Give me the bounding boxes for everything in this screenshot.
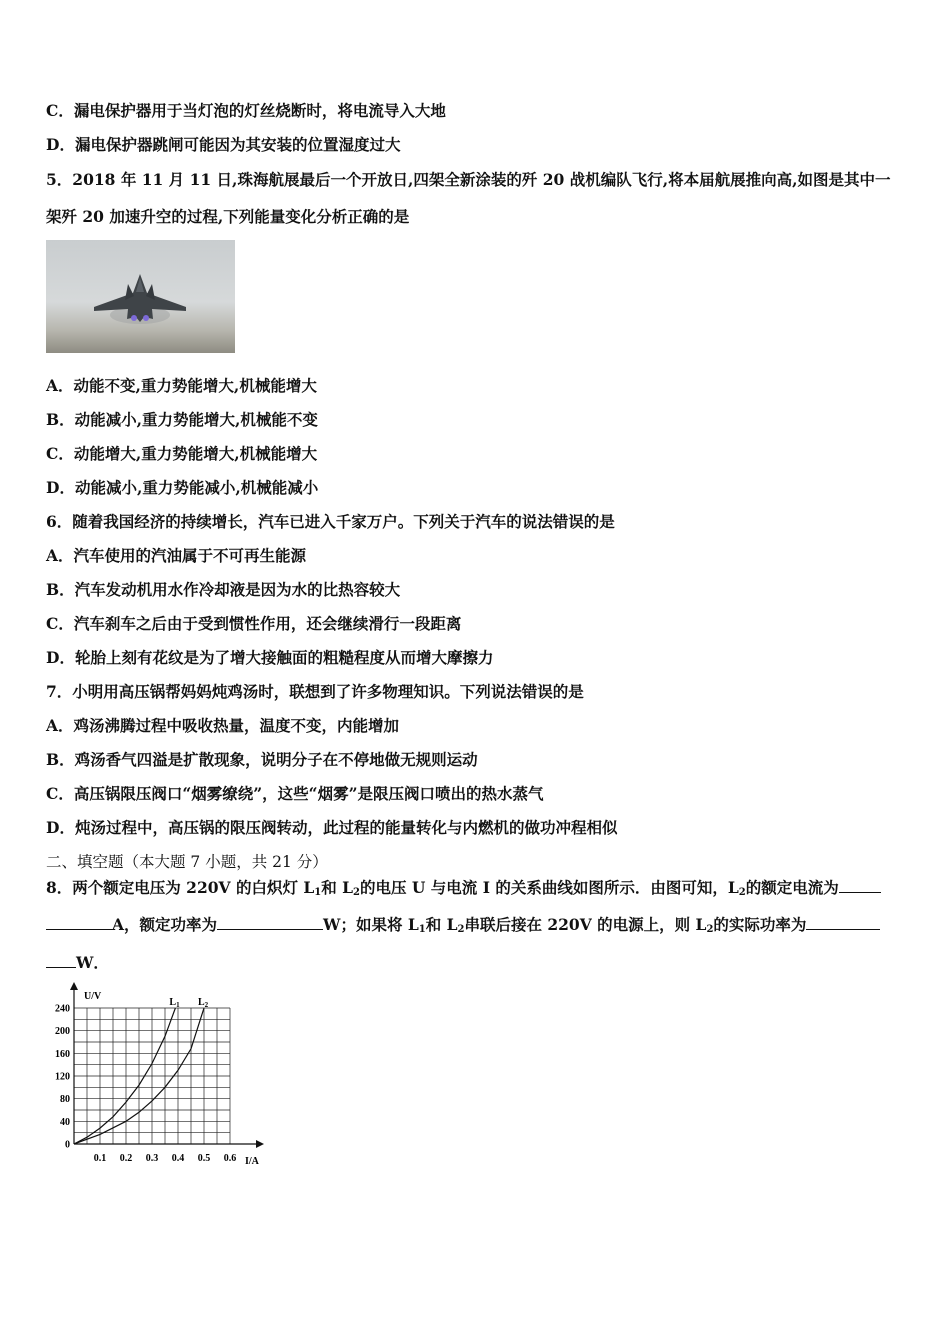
series-label-1: $L_1$ <box>169 997 180 1009</box>
q8-line-3: W． <box>46 951 904 975</box>
q7-option-d: D．炖汤过程中，高压锅的限压阀转动，此过程的能量转化与内燃机的做功冲程相似 <box>46 818 618 837</box>
y-tick-label: 0 <box>65 1139 70 1151</box>
y-axis-label: U/V <box>84 991 102 1002</box>
q5-option-a: A．动能不变,重力势能增大,机械能增大 <box>46 376 317 395</box>
q6-option-b: B．汽车发动机用水作冷却液是因为水的比热容较大 <box>46 580 401 599</box>
x-axis-label: I/A <box>245 1156 259 1167</box>
x-tick-label: 0.4 <box>171 1153 185 1164</box>
q5-option-c: C．动能增大,重力势能增大,机械能增大 <box>46 444 318 463</box>
q6-stem: 6．随着我国经济的持续增长，汽车已进入千家万户。下列关于汽车的说法错误的是 <box>46 512 615 531</box>
q7-stem: 7．小明用高压锅帮妈妈炖鸡汤时，联想到了许多物理知识。下列说法错误的是 <box>46 682 584 701</box>
x-tick-label: 0.2 <box>119 1153 133 1164</box>
y-tick-label: 240 <box>55 1003 70 1015</box>
x-tick-label: 0.3 <box>145 1153 159 1164</box>
chart-grid <box>74 1008 230 1144</box>
y-tick-label: 200 <box>55 1026 70 1038</box>
x-tick-label: 0.1 <box>93 1153 107 1164</box>
answer-blank-3a[interactable] <box>806 913 880 930</box>
x-tick-label: 0.5 <box>197 1153 211 1164</box>
y-tick-label: 80 <box>60 1094 70 1106</box>
y-tick-label: 160 <box>55 1048 70 1060</box>
answer-blank-1b[interactable] <box>46 913 112 930</box>
fighter-jet-photo <box>46 240 235 353</box>
q6-option-a: A．汽车使用的汽油属于不可再生能源 <box>46 546 307 565</box>
answer-blank-2[interactable] <box>217 913 323 930</box>
q7-option-c: C．高压锅限压阀口“烟雾缭绕”，这些“烟雾”是限压阀口喷出的热水蒸气 <box>46 784 544 803</box>
answer-blank-1a[interactable] <box>839 876 881 893</box>
q5-stem-line-1: 5．2018 年 11 月 11 日,珠海航展最后一个开放日,四架全新涂装的歼 20 战机编队飞行,将本届航展推向高,如图是其中一 <box>46 170 891 189</box>
q5-stem-line-2: 架歼 20 加速升空的过程,下列能量变化分析正确的是 <box>46 207 410 226</box>
y-tick-label: 120 <box>55 1071 70 1083</box>
series-label-2: $L_2$ <box>198 997 209 1009</box>
q8-line-1: 8．两个额定电压为 220V 的白炽灯 $L_1$和 $L_2$的电压 U 与电流 I 的关系曲线如图所示．由图可知，$L_2$的额定电流为 <box>46 876 904 905</box>
q6-option-c: C．汽车刹车之后由于受到惯性作用，还会继续滑行一段距离 <box>46 614 462 633</box>
q4-option-c: C．漏电保护器用于当灯泡的灯丝烧断时，将电流导入大地 <box>46 101 446 120</box>
q5-option-d: D．动能减小,重力势能减小,机械能减小 <box>46 478 319 497</box>
q6-option-d: D．轮胎上刻有花纹是为了增大接触面的粗糙程度从而增大摩擦力 <box>46 648 494 667</box>
u-i-chart <box>46 982 276 1172</box>
q7-option-b: B．鸡汤香气四溢是扩散现象，说明分子在不停地做无规则运动 <box>46 750 478 769</box>
q5-option-b: B．动能减小,重力势能增大,机械能不变 <box>46 410 318 429</box>
q7-option-a: A．鸡汤沸腾过程中吸收热量，温度不变，内能增加 <box>46 716 400 735</box>
section-2-heading: 二、填空题（本大题 7 小题，共 21 分） <box>46 853 328 871</box>
x-tick-label: 0.6 <box>223 1153 237 1164</box>
q8-line-2: A，额定功率为 W；如果将 $L_1$和 $L_2$串联后接在 220V 的电源上，则 $L_2$的实际功率为 <box>46 913 904 942</box>
y-tick-label: 40 <box>60 1116 70 1128</box>
answer-blank-3b[interactable] <box>46 951 76 968</box>
fighter-jet-icon <box>46 240 235 353</box>
q4-option-d: D．漏电保护器跳闸可能因为其安装的位置湿度过大 <box>46 135 401 154</box>
u-i-graph <box>46 982 276 1172</box>
